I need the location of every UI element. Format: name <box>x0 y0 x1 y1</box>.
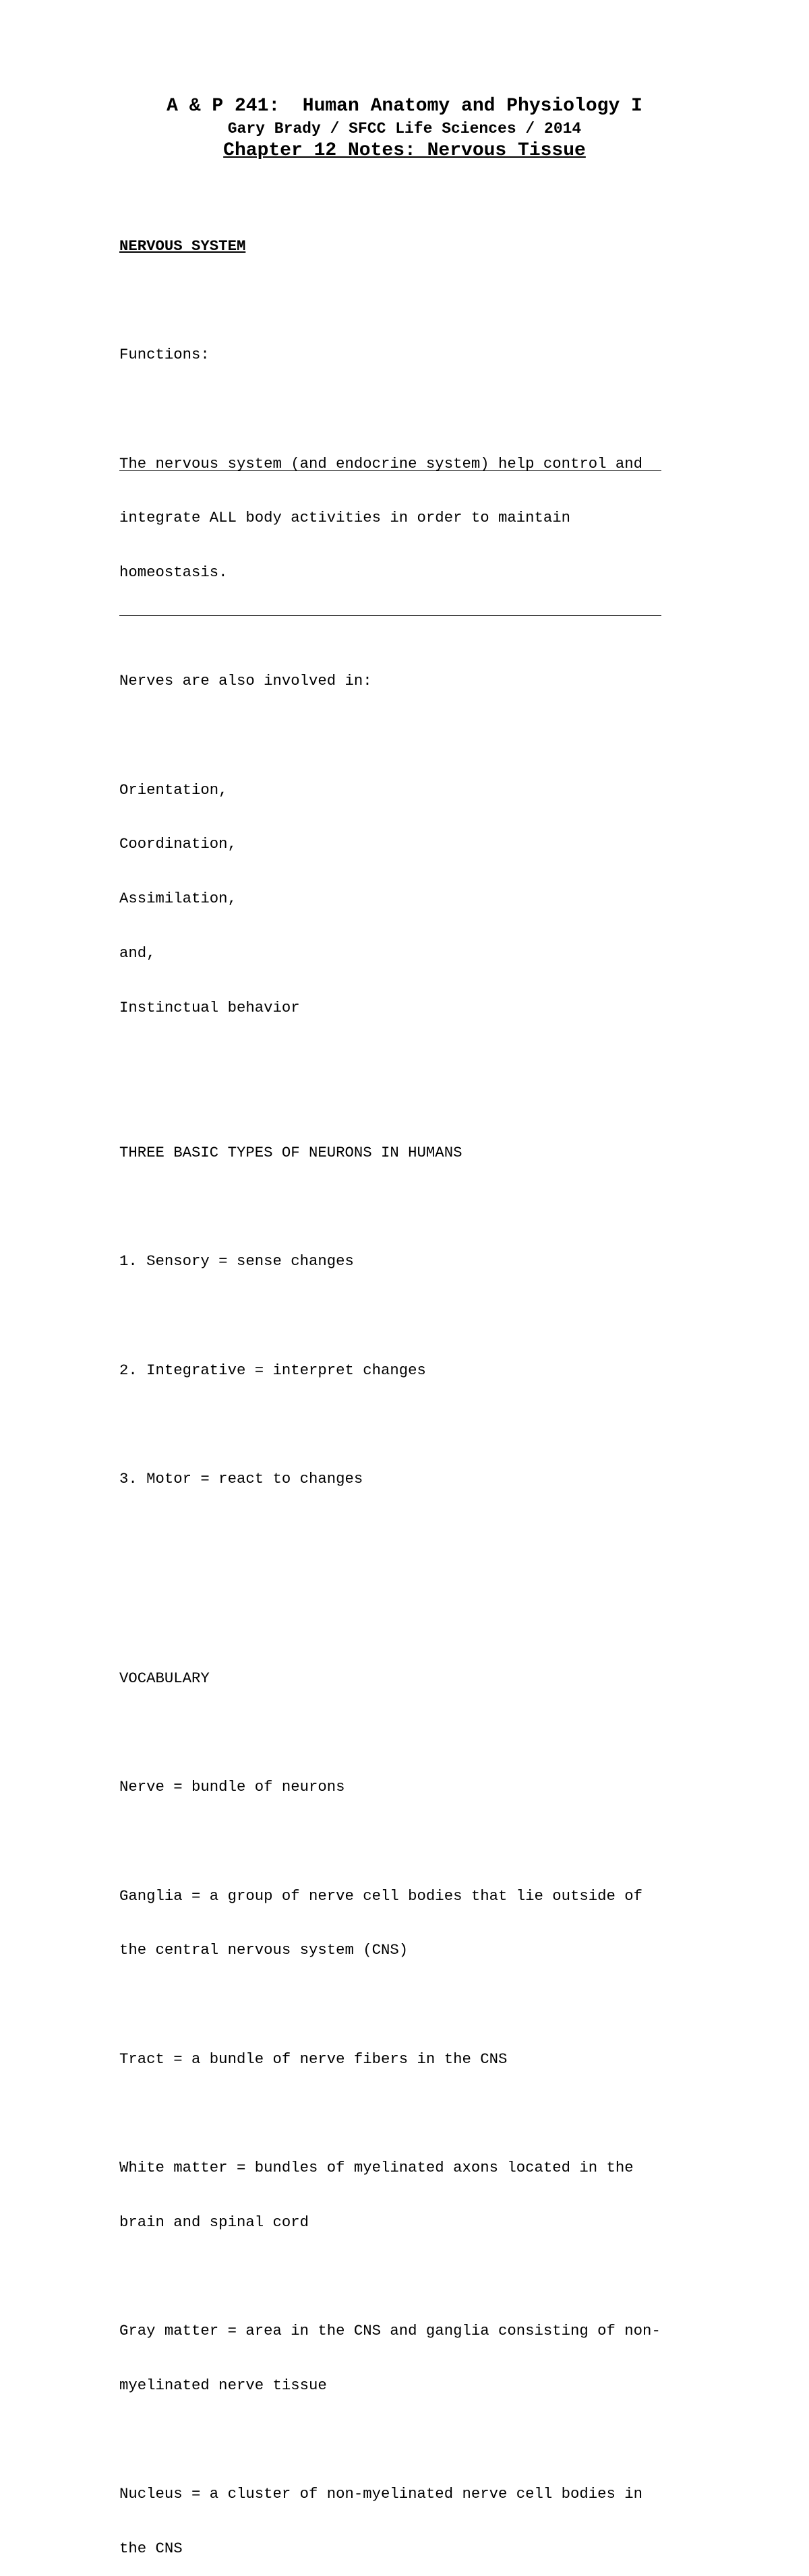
list-item: and, <box>119 944 156 962</box>
vocab-entry: Nerve = bundle of neurons <box>119 1778 345 1796</box>
chapter-title: Chapter 12 Notes: Nervous Tissue <box>223 140 586 161</box>
neuron-type-item: 1. Sensory = sense changes <box>119 1252 354 1270</box>
vocab-entry-continued: the CNS <box>119 2540 183 2558</box>
vocab-entry-continued: the central nervous system (CNS) <box>119 1941 409 1959</box>
author-line: Gary Brady / SFCC Life Sciences / 2014 <box>227 120 582 137</box>
section-heading-nervous-system: NERVOUS SYSTEM <box>119 237 246 255</box>
horizontal-rule <box>119 615 661 616</box>
paragraph-line: integrate ALL body activities in order to maintain <box>119 509 571 527</box>
functions-label: Functions: <box>119 346 210 364</box>
document-body <box>119 183 713 2576</box>
vocab-entry: White matter = bundles of myelinated axons located in the <box>119 2159 634 2177</box>
list-item: Coordination, <box>119 835 237 853</box>
neuron-type-item: 3. Motor = react to changes <box>119 1470 363 1488</box>
section-heading-neuron-types: THREE BASIC TYPES OF NEURONS IN HUMANS <box>119 1143 462 1161</box>
section-heading-vocabulary: VOCABULARY <box>119 1669 210 1687</box>
list-item: Assimilation, <box>119 890 237 908</box>
vocab-entry: Tract = a bundle of nerve fibers in the CNS <box>119 2050 508 2068</box>
list-item: Orientation, <box>119 780 228 799</box>
vocab-entry-continued: brain and spinal cord <box>119 2213 309 2231</box>
nerves-intro: Nerves are also involved in: <box>119 672 372 690</box>
vocab-entry: Nucleus = a cluster of non-myelinated nerve cell bodies in <box>119 2485 643 2503</box>
vocab-entry: Gray matter = area in the CNS and ganglia consisting of non- <box>119 2322 661 2340</box>
paragraph-line: homeostasis. <box>119 563 228 581</box>
neuron-type-item: 2. Integrative = interpret changes <box>119 1361 426 1379</box>
list-item: Instinctual behavior <box>119 998 300 1016</box>
vocab-entry-continued: myelinated nerve tissue <box>119 2376 327 2395</box>
horizontal-rule <box>119 470 661 471</box>
paragraph-line: The nervous system (and endocrine system) help control and <box>119 454 643 472</box>
vocab-entry: Ganglia = a group of nerve cell bodies that lie outside of <box>119 1887 643 1905</box>
document-header <box>0 94 809 163</box>
course-title: A & P 241: Human Anatomy and Physiology I <box>167 96 642 117</box>
